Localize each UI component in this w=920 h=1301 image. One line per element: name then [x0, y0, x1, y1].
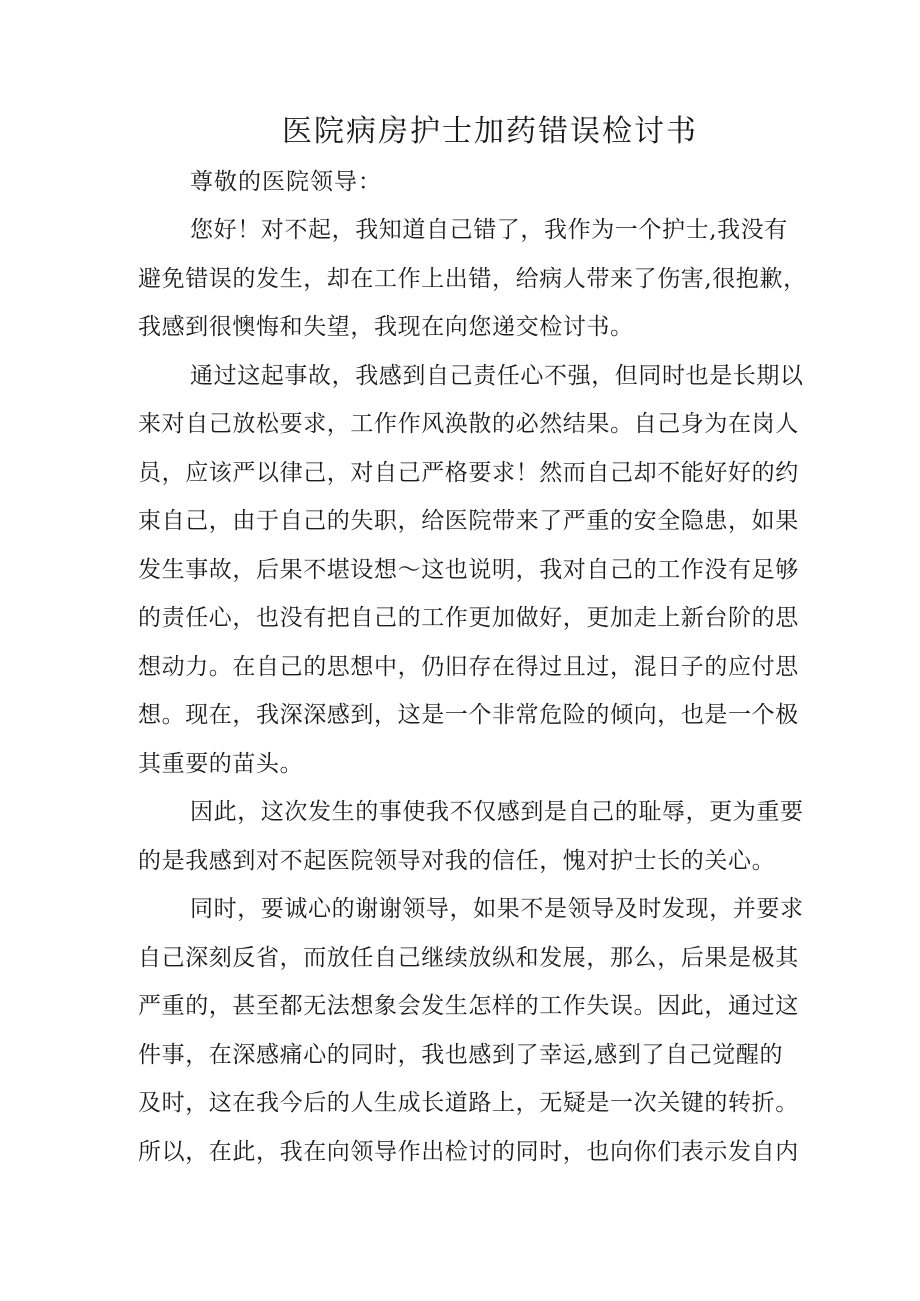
text-line: 员，应该严以律己，对自己严格要求！然而自己却不能好好的约	[138, 460, 799, 486]
text-line: 想。现在，我深深感到，这是一个非常危险的倾向，也是一个极	[138, 702, 799, 728]
text-line: 的责任心，也没有把自己的工作更加做好，更加走上新台阶的思	[138, 605, 799, 631]
text-line: 通过这起事故，我感到自己责任心不强，但同时也是长期以	[190, 363, 804, 389]
document-title: 医院病房护士加药错误检讨书	[282, 114, 698, 149]
text-line: 同时，要诚心的谢谢领导，如果不是领导及时发现，并要求	[190, 896, 804, 922]
text-line: 的是我感到对不起医院领导对我的信任，愧对护士长的关心。	[138, 848, 776, 874]
salutation: 尊敬的医院领导：	[190, 169, 382, 195]
text-line: 避免错误的发生，却在工作上出错，给病人带来了伤害,很抱歉，	[138, 266, 807, 292]
text-line: 所以，在此，我在向领导作出检讨的同时，也向你们表示发自内	[138, 1139, 799, 1165]
text-line: 想动力。在自己的思想中，仍旧存在得过且过，混日子的应付思	[138, 654, 799, 680]
text-line: 严重的，甚至都无法想象会发生怎样的工作失误。因此，通过这	[138, 993, 799, 1019]
text-line: 来对自己放松要求，工作作风涣散的必然结果。自己身为在岗人	[138, 411, 799, 437]
text-line: 您好！对不起，我知道自己错了，我作为一个护士,我没有	[190, 217, 788, 243]
text-line: 我感到很懊悔和失望，我现在向您递交检讨书。	[138, 314, 634, 340]
text-line: 自己深刻反省，而放任自己继续放纵和发展，那么，后果是极其	[138, 945, 799, 971]
text-line: 束自己，由于自己的失职，给医院带来了严重的安全隐患，如果	[138, 508, 799, 534]
text-line: 件事，在深感痛心的同时，我也感到了幸运,感到了自己觉醒的	[138, 1042, 784, 1068]
text-line: 因此，这次发生的事使我不仅感到是自己的耻辱，更为重要	[190, 799, 804, 825]
text-line: 发生事故，后果不堪设想～这也说明，我对自己的工作没有足够	[138, 557, 799, 583]
text-line: 其重要的苗头。	[138, 751, 304, 777]
text-line: 及时，这在我今后的人生成长道路上，无疑是一次关键的转折。	[138, 1090, 799, 1116]
